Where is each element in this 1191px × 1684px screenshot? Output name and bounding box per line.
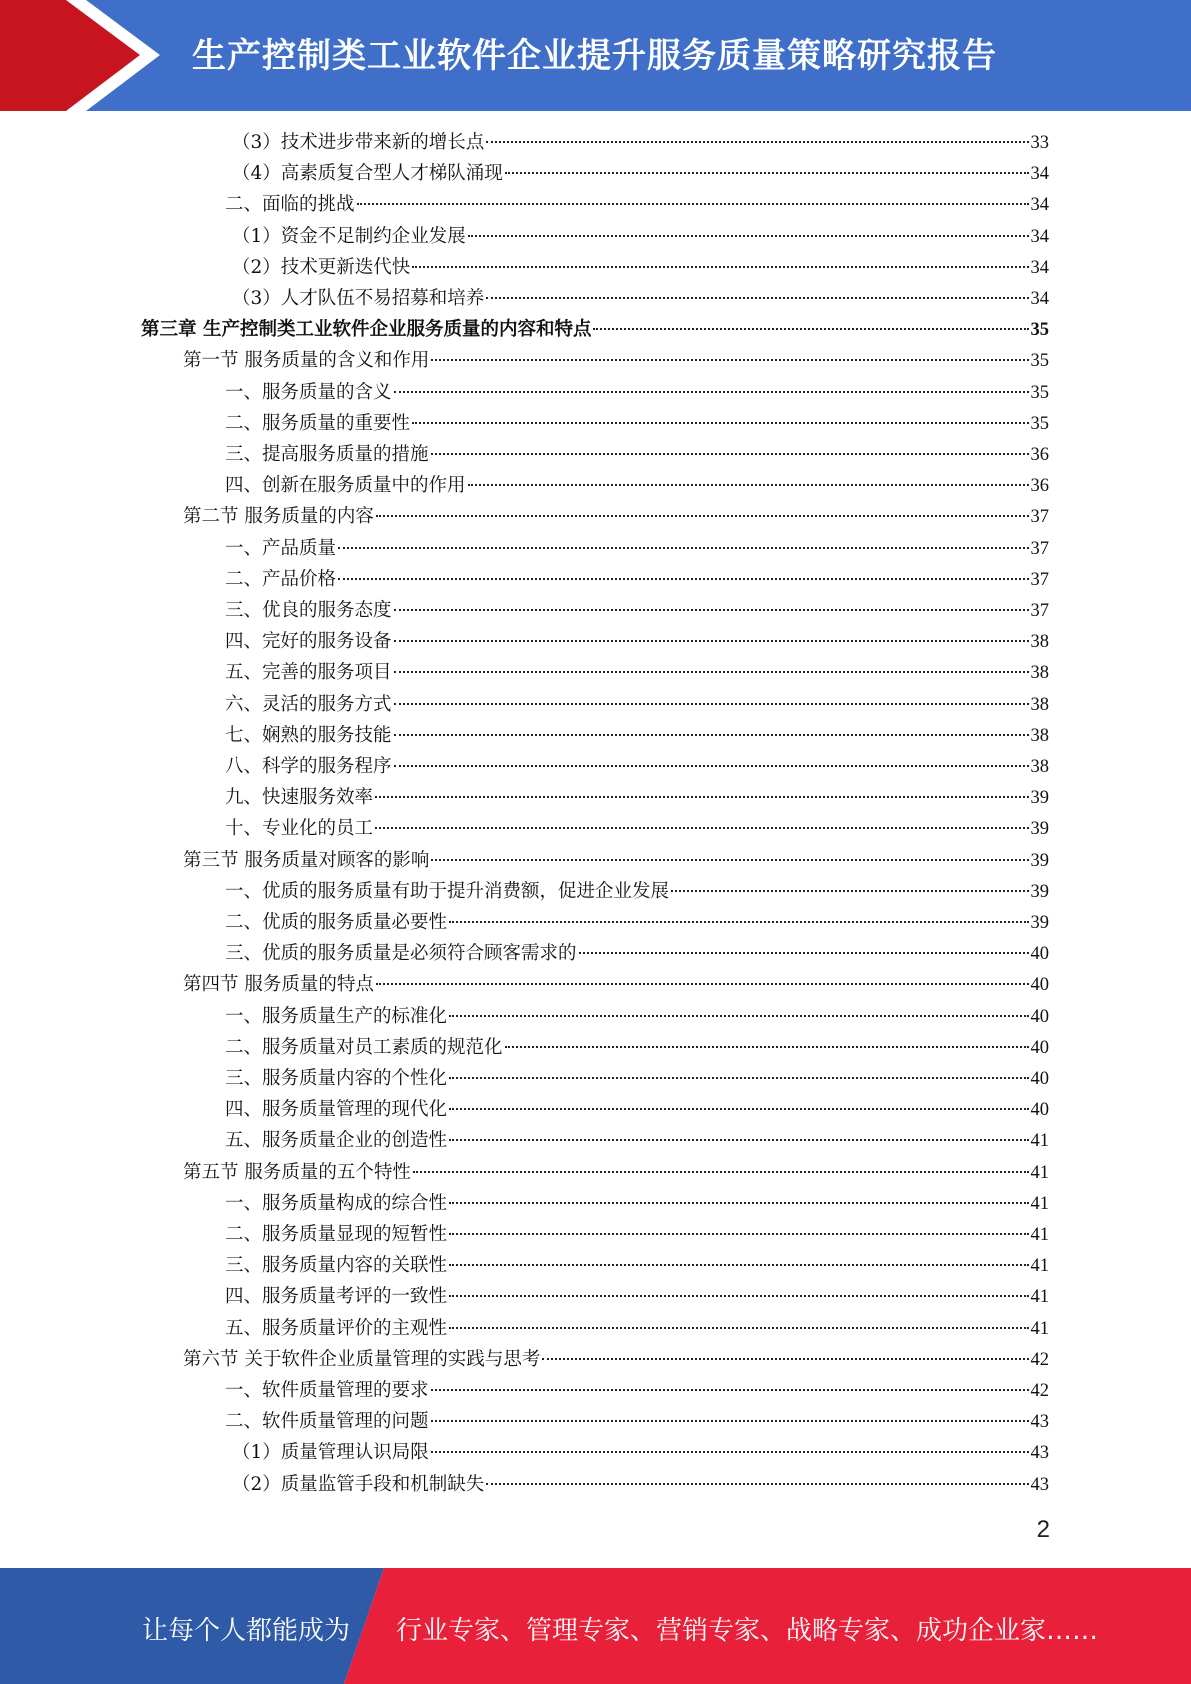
toc-entry[interactable] [183, 845, 1049, 876]
toc-dot-leader [431, 447, 1029, 455]
toc-entry[interactable] [225, 595, 1049, 626]
toc-dot-leader [431, 853, 1028, 861]
toc-dot-leader [431, 1445, 1029, 1453]
toc-entry[interactable] [232, 252, 1049, 283]
toc-entry-label: 一、优质的服务质量有助于提升消费额，促进企业发展 [225, 880, 670, 902]
toc-entry[interactable] [183, 1344, 1049, 1375]
toc-entry-label: 四、完好的服务设备 [225, 631, 392, 653]
page-header [0, 0, 1191, 111]
toc-dot-leader [375, 821, 1028, 829]
toc-entry-label: 第四节 服务质量的特点 [183, 974, 374, 996]
toc-entry-label: （4）高素质复合型人才梯队涌现 [232, 163, 503, 185]
toc-dot-leader [338, 572, 1028, 580]
toc-entry-page: 41 [1030, 1162, 1049, 1183]
toc-entry[interactable] [225, 1063, 1049, 1094]
toc-entry-page: 43 [1030, 1443, 1049, 1464]
toc-entry-label: 二、服务质量对员工素质的规范化 [225, 1036, 503, 1058]
toc-dot-leader [449, 1289, 1028, 1297]
toc-entry-label: 三、优良的服务态度 [225, 600, 392, 621]
toc-dot-leader [449, 1009, 1028, 1017]
toc-entry-page: 41 [1030, 1193, 1049, 1214]
toc-entry-label: （3）技术进步带来新的增长点 [232, 132, 485, 153]
toc-entry[interactable] [225, 689, 1049, 720]
toc-dot-leader [468, 229, 1029, 237]
toc-entry-label: 二、产品价格 [225, 568, 337, 590]
toc-entry-page: 38 [1030, 725, 1049, 746]
toc-entry-label: 八、科学的服务程序 [225, 756, 392, 777]
page-number: 2 [1036, 1516, 1050, 1543]
toc-dot-leader [412, 260, 1028, 268]
toc-entry[interactable] [225, 189, 1049, 220]
toc-entry-page: 39 [1030, 819, 1049, 840]
toc-entry-label: 一、服务质量构成的综合性 [225, 1192, 448, 1214]
toc-entry[interactable] [225, 657, 1049, 688]
toc-entry-page: 40 [1030, 1037, 1049, 1058]
toc-entry-label: 一、产品质量 [225, 537, 337, 559]
toc-entry-label: 五、服务质量评价的主观性 [225, 1317, 448, 1339]
toc-entry[interactable] [225, 1032, 1049, 1063]
toc-entry-page: 34 [1030, 257, 1049, 278]
toc-entry[interactable] [225, 1281, 1049, 1312]
toc-entry-label: 三、服务质量内容的关联性 [225, 1255, 448, 1277]
document-title: 生产控制类工业软件企业提升服务质量策略研究报告 [192, 36, 997, 76]
page-footer [0, 1568, 1191, 1684]
toc-dot-leader [412, 416, 1028, 424]
toc-entry-label: 第三章 生产控制类工业软件企业服务质量的内容和特点 [141, 319, 592, 341]
toc-entry-page: 38 [1030, 632, 1049, 653]
toc-entry-label: 第三节 服务质量对顾客的影响 [183, 849, 430, 871]
toc-dot-leader [486, 135, 1028, 143]
toc-entry[interactable] [225, 751, 1049, 782]
toc-entry-page: 38 [1030, 757, 1049, 777]
toc-dot-leader [505, 166, 1029, 174]
toc-entry[interactable] [232, 1469, 1049, 1500]
toc-dot-leader [449, 1258, 1028, 1266]
toc-entry-page: 42 [1030, 1349, 1049, 1370]
toc-entry-page: 36 [1030, 476, 1049, 497]
toc-entry[interactable] [225, 720, 1049, 751]
toc-entry[interactable] [225, 533, 1049, 564]
toc-entry-page: 34 [1030, 289, 1049, 309]
toc-entry[interactable] [225, 938, 1049, 969]
toc-entry-page: 38 [1030, 663, 1049, 684]
toc-dot-leader [431, 353, 1028, 361]
toc-entry-label: 二、服务质量显现的短暂性 [225, 1224, 448, 1245]
toc-entry-label: （2）质量监管手段和机制缺失 [232, 1473, 485, 1495]
toc-entry[interactable] [225, 907, 1049, 938]
toc-entry-page: 43 [1030, 1474, 1049, 1495]
toc-entry[interactable] [225, 1406, 1049, 1437]
toc-entry-page: 37 [1030, 507, 1049, 528]
toc-entry-page: 34 [1030, 164, 1049, 185]
toc-dot-leader [394, 697, 1029, 705]
toc-dot-leader [542, 1352, 1028, 1360]
toc-entry[interactable] [232, 127, 1049, 158]
toc-entry-label: 三、优质的服务质量是必须符合顾客需求的 [225, 943, 577, 965]
toc-entry-page: 35 [1030, 382, 1049, 403]
toc-entry-page: 41 [1030, 1318, 1049, 1339]
toc-entry[interactable] [225, 813, 1049, 844]
toc-dot-leader [394, 603, 1029, 611]
toc-entry[interactable] [225, 876, 1049, 907]
toc-entry[interactable] [225, 1375, 1049, 1406]
toc-entry-page: 40 [1030, 1069, 1049, 1089]
toc-dot-leader [394, 759, 1029, 767]
toc-dot-leader [357, 197, 1029, 205]
toc-entry-label: 五、服务质量企业的创造性 [225, 1130, 448, 1152]
toc-entry[interactable] [183, 501, 1049, 532]
toc-entry[interactable] [225, 1094, 1049, 1125]
toc-entry-page: 35 [1030, 320, 1049, 341]
toc-entry-page: 43 [1030, 1412, 1049, 1433]
toc-entry-label: 九、快速服务效率 [225, 787, 374, 809]
toc-entry[interactable] [225, 782, 1049, 813]
toc-dot-leader [468, 478, 1029, 486]
toc-entry-label: 四、创新在服务质量中的作用 [225, 475, 466, 497]
toc-dot-leader [671, 884, 1028, 892]
toc-entry-label: （1）质量管理认识局限 [232, 1442, 429, 1464]
footer-slogan-right: 行业专家、管理专家、营销专家、战略专家、成功企业家…… [396, 1616, 1099, 1646]
toc-dot-leader [431, 1414, 1029, 1422]
toc-dot-leader [413, 1165, 1029, 1173]
toc-entry-page: 40 [1030, 1100, 1049, 1121]
toc-entry[interactable] [225, 1219, 1049, 1250]
toc-dot-leader [449, 1071, 1028, 1079]
toc-dot-leader [593, 322, 1028, 330]
toc-entry-page: 41 [1030, 1256, 1049, 1277]
toc-entry-label: 二、优质的服务质量必要性 [225, 912, 448, 933]
toc-entry-page: 33 [1030, 133, 1049, 153]
toc-entry[interactable] [232, 221, 1049, 252]
toc-dot-leader [376, 509, 1029, 517]
toc-entry-label: （2）技术更新迭代快 [232, 256, 411, 278]
toc-entry-page: 39 [1030, 881, 1049, 902]
toc-entry[interactable] [232, 1437, 1049, 1468]
toc-entry-label: 二、服务质量的重要性 [225, 412, 411, 434]
footer-slogan-left: 让每个人都能成为 [142, 1616, 351, 1646]
toc-entry[interactable] [183, 1157, 1049, 1188]
toc-dot-leader [486, 1477, 1028, 1485]
toc-entry-label: 二、面临的挑战 [225, 194, 355, 216]
toc-dot-leader [505, 1040, 1029, 1048]
toc-entry-label: 一、软件质量管理的要求 [225, 1380, 429, 1401]
toc-entry-label: 十、专业化的员工 [225, 818, 374, 840]
toc-entry-label: 四、服务质量考评的一致性 [225, 1286, 448, 1308]
toc-entry-label: 第五节 服务质量的五个特性 [183, 1161, 411, 1183]
toc-entry[interactable] [225, 408, 1049, 439]
toc-entry-label: 第二节 服务质量的内容 [183, 506, 374, 528]
toc-entry-page: 37 [1030, 601, 1049, 621]
toc-entry[interactable] [141, 314, 1049, 345]
toc-dot-leader [449, 1227, 1028, 1235]
toc-dot-leader [449, 1321, 1028, 1329]
toc-dot-leader [449, 1102, 1028, 1110]
toc-entry-label: 六、灵活的服务方式 [225, 693, 392, 715]
toc-dot-leader [431, 1383, 1029, 1391]
toc-entry-page: 35 [1030, 351, 1049, 372]
toc-entry-label: 第六节 关于软件企业质量管理的实践与思考 [183, 1348, 541, 1370]
toc-entry-label: （1）资金不足制约企业发展 [232, 225, 466, 247]
toc-entry-page: 36 [1030, 445, 1049, 465]
toc-entry[interactable] [225, 626, 1049, 657]
toc-dot-leader [394, 728, 1029, 736]
toc-entry-page: 41 [1030, 1287, 1049, 1308]
toc-entry[interactable] [225, 1313, 1049, 1344]
toc-entry-page: 40 [1030, 944, 1049, 965]
toc-entry-label: 二、软件质量管理的问题 [225, 1411, 429, 1433]
toc-entry-page: 34 [1030, 195, 1049, 216]
toc-entry-label: 三、提高服务质量的措施 [225, 444, 429, 465]
toc-entry-label: 一、服务质量的含义 [225, 381, 392, 403]
toc-entry[interactable] [225, 439, 1049, 470]
toc-dot-leader [449, 1133, 1028, 1141]
toc-entry-page: 40 [1030, 1006, 1049, 1027]
toc-entry[interactable] [225, 1001, 1049, 1032]
toc-entry[interactable] [232, 158, 1049, 189]
toc-dot-leader [449, 915, 1028, 923]
toc-entry-page: 40 [1030, 975, 1049, 996]
toc-dot-leader [338, 541, 1028, 549]
toc-entry-page: 34 [1030, 226, 1049, 247]
toc-dot-leader [449, 1196, 1028, 1204]
toc-entry-page: 35 [1030, 413, 1049, 434]
toc-entry[interactable] [225, 470, 1049, 501]
toc-entry[interactable] [225, 564, 1049, 595]
toc-entry-page: 39 [1030, 913, 1049, 933]
toc-entry-label: 七、娴熟的服务技能 [225, 724, 392, 746]
toc-entry-page: 41 [1030, 1131, 1049, 1152]
toc-entry[interactable] [225, 1250, 1049, 1281]
toc-dot-leader [394, 665, 1029, 673]
toc-entry[interactable] [232, 283, 1049, 314]
toc-entry[interactable] [225, 1188, 1049, 1219]
toc-entry[interactable] [225, 377, 1049, 408]
toc-entry-page: 37 [1030, 538, 1049, 559]
toc-dot-leader [579, 946, 1029, 954]
toc-entry[interactable] [183, 345, 1049, 376]
toc-entry-page: 37 [1030, 569, 1049, 590]
toc-entry[interactable] [183, 969, 1049, 1000]
toc-entry-page: 39 [1030, 788, 1049, 809]
toc-dot-leader [376, 977, 1029, 985]
toc-entry-label: （3）人才队伍不易招募和培养 [232, 288, 485, 309]
toc-entry-label: 四、服务质量管理的现代化 [225, 1099, 448, 1121]
toc-entry-label: 第一节 服务质量的含义和作用 [183, 350, 430, 372]
toc-entry-page: 38 [1030, 694, 1049, 715]
toc-entry-page: 41 [1030, 1225, 1049, 1245]
toc-entry-page: 39 [1030, 850, 1049, 871]
toc-entry[interactable] [225, 1125, 1049, 1156]
toc-dot-leader [394, 634, 1029, 642]
toc-entry-label: 三、服务质量内容的个性化 [225, 1068, 448, 1089]
toc-entry-page: 42 [1030, 1381, 1049, 1401]
toc-dot-leader [394, 385, 1029, 393]
toc-entry-label: 五、完善的服务项目 [225, 662, 392, 684]
toc-entry-label: 一、服务质量生产的标准化 [225, 1005, 448, 1027]
toc-dot-leader [375, 790, 1028, 798]
toc-dot-leader [486, 291, 1028, 299]
